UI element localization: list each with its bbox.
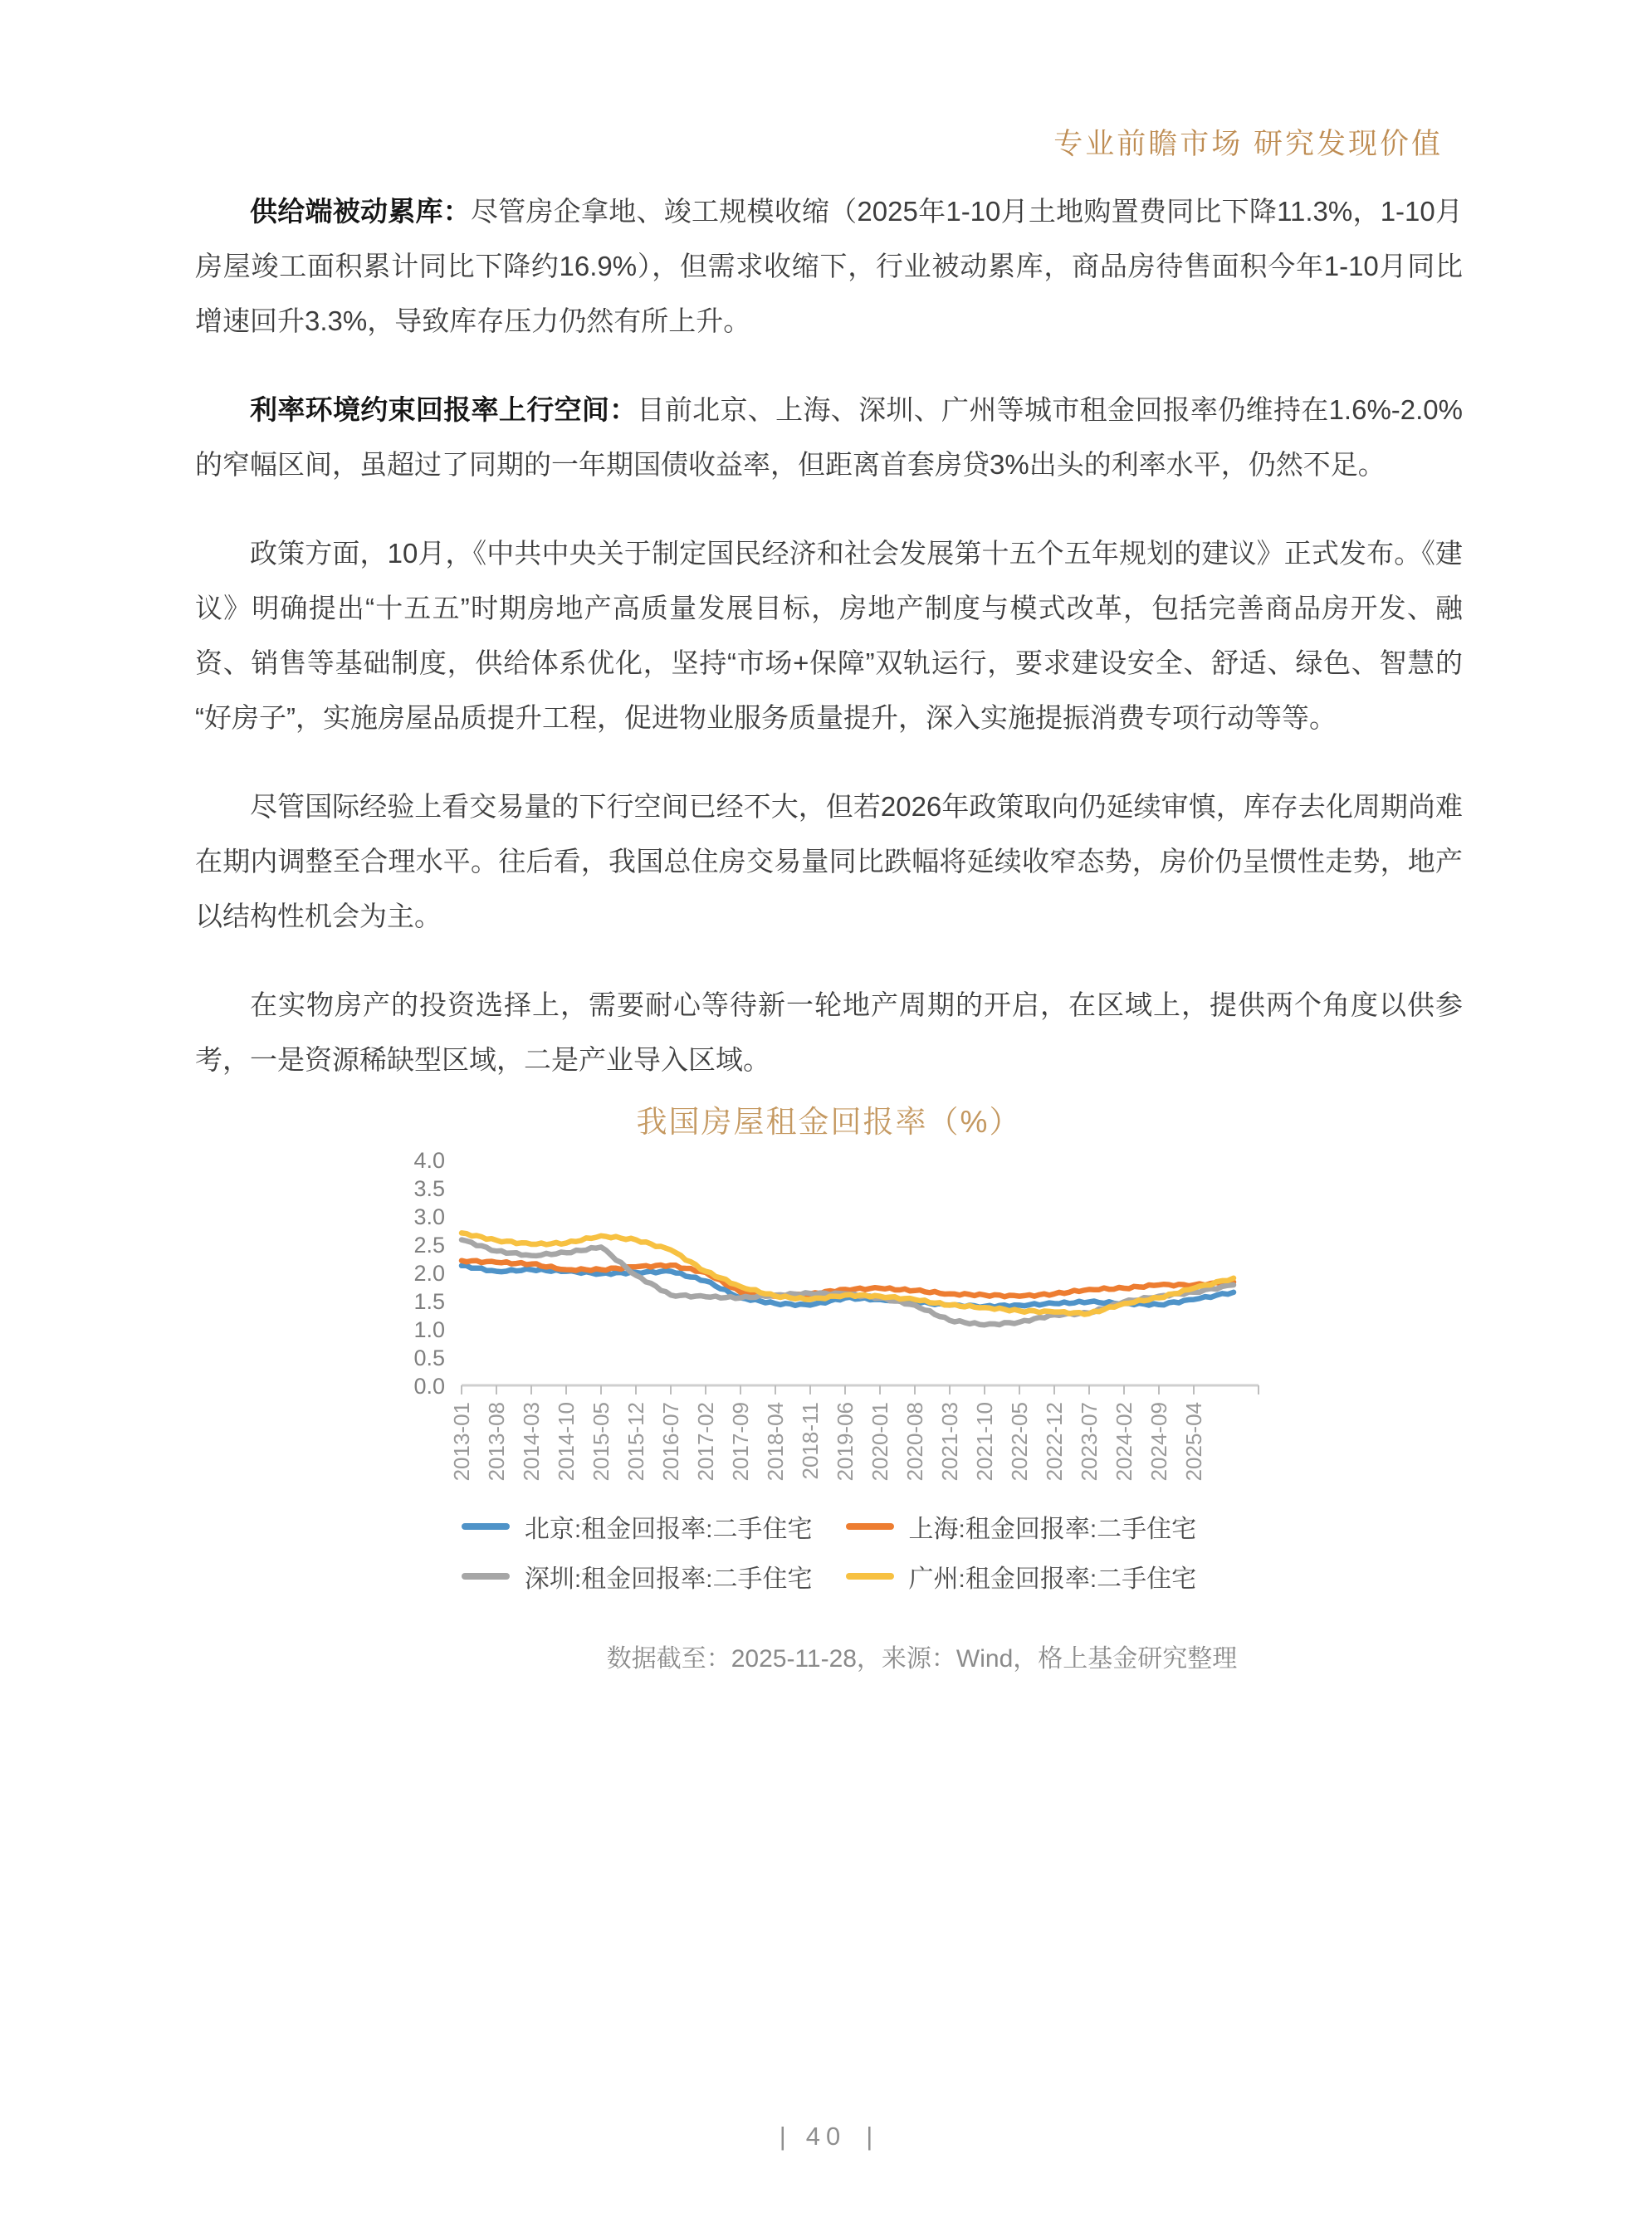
- rental-yield-line-chart: [385, 1150, 1273, 1497]
- legend-label: 广州:租金回报率:二手住宅: [908, 1565, 1197, 1593]
- x-tick-label: 2022-05: [1006, 1402, 1032, 1482]
- chart-legend: [462, 1508, 1196, 1595]
- x-tick-label: 2021-10: [971, 1402, 997, 1482]
- x-tick-label: 2017-02: [692, 1402, 718, 1482]
- y-tick-label: 0.0: [413, 1374, 445, 1399]
- page-footer: [0, 2122, 1652, 2152]
- x-tick-label: 2016-07: [657, 1402, 683, 1482]
- legend-item-3: [846, 1558, 1197, 1595]
- x-tick-label: 2015-12: [623, 1402, 648, 1482]
- chart-source-note: 数据截至：2025-11-28，来源：Wind，格上基金研究整理: [606, 1645, 1238, 1673]
- paragraph-investment: [195, 978, 1463, 1087]
- legend-marker-icon: [846, 1523, 894, 1530]
- x-tick-label: 2021-03: [936, 1402, 962, 1482]
- legend-label: 上海:租金回报率:二手住宅: [908, 1516, 1197, 1543]
- legend-marker-icon: [462, 1573, 510, 1580]
- paragraph-text: 尽管国际经验上看交易量的下行空间已经不大，但若2026年政策取向仍延续审慎，库存去化周期尚难在期内调整至合理水平。往后看，我国总住房交易量同比跌幅将延续收窄态势，房价仍呈惯性走势，地产以结构性机会为主。: [195, 791, 1463, 931]
- x-tick-label: 2025-04: [1180, 1402, 1206, 1482]
- y-tick-label: 4.0: [413, 1150, 445, 1173]
- chart-title: 我国房屋租金回报率（%）: [636, 1105, 1022, 1139]
- x-tick-label: 2020-01: [867, 1402, 892, 1482]
- legend-label: 深圳:租金回报率:二手住宅: [524, 1565, 813, 1593]
- paragraph-rates: [195, 383, 1463, 492]
- x-tick-label: 2019-06: [832, 1402, 858, 1482]
- x-tick-label: 2014-10: [553, 1402, 579, 1482]
- legend-item-0: [462, 1508, 813, 1545]
- x-tick-label: 2013-08: [483, 1402, 509, 1482]
- footer-bar-left: |: [779, 2122, 786, 2151]
- x-tick-label: 2020-08: [902, 1402, 927, 1482]
- paragraph-text: 目前北京、上海、深圳、广州等城市租金回报率仍维持在1.6%-2.0%的窄幅区间，虽超过了同期的一年期国债收益率，但距离首套房贷3%出头的利率水平，仍然不足。: [195, 394, 1463, 480]
- x-tick-label: 2015-05: [588, 1402, 613, 1482]
- x-axis-labels: [449, 1402, 1206, 1481]
- x-axis: [462, 1385, 1259, 1394]
- page-content: [195, 184, 1463, 1674]
- paragraph-text: 政策方面，10月，《中共中央关于制定国民经济和社会发展第十五个五年规划的建议》正式发布。《建议》明确提出“十五五”时期房地产高质量发展目标，房地产制度与模式改革，包括完善商品房开发、融资、销售等基础制度，供给体系优化，坚持“市场+保障”双轨运行，要求建设安全、舒适、绿色、智慧的“好房子”，实施房屋品质提升工程，促进物业服务质量提升，深入实施提振消费专项行动等等。: [195, 538, 1463, 733]
- y-tick-label: 0.5: [413, 1346, 445, 1370]
- x-tick-label: 2024-02: [1111, 1402, 1136, 1482]
- legend-item-2: [462, 1558, 813, 1595]
- x-tick-label: 2013-01: [448, 1402, 474, 1482]
- page-number: 40: [805, 2122, 847, 2151]
- x-tick-label: 2017-09: [727, 1402, 753, 1482]
- paragraph-supply: [195, 184, 1463, 349]
- x-tick-label: 2022-12: [1041, 1402, 1067, 1482]
- x-tick-label: 2023-07: [1076, 1402, 1102, 1482]
- legend-label: 北京:租金回报率:二手住宅: [524, 1516, 813, 1543]
- y-tick-label: 1.0: [413, 1317, 445, 1342]
- legend-marker-icon: [462, 1523, 510, 1530]
- y-tick-label: 2.0: [413, 1261, 445, 1286]
- paragraph-policy: [195, 526, 1463, 745]
- footer-bar-right: |: [866, 2122, 873, 2151]
- x-tick-label: 2018-04: [762, 1402, 788, 1482]
- paragraph-text: 尽管房企拿地、竣工规模收缩（2025年1-10月土地购置费同比下降11.3%，1-10月房屋竣工面积累计同比下降约16.9%），但需求收缩下，行业被动累库，商品房待售面积今年1-10月同比增速回升3.3%，导致库存压力仍然有所上升。: [195, 196, 1464, 336]
- legend-item-1: [846, 1508, 1197, 1545]
- paragraph-lead: 供给端被动累库：: [250, 196, 471, 227]
- page-header-slogan: 专业前瞻市场 研究发现价值: [1053, 128, 1443, 160]
- legend-marker-icon: [846, 1573, 894, 1580]
- x-tick-label: 2024-09: [1146, 1402, 1171, 1482]
- series-line-1: [462, 1261, 1234, 1297]
- rental-yield-chart-block: [195, 1097, 1463, 1674]
- series-line-2: [462, 1240, 1234, 1326]
- y-tick-label: 2.5: [413, 1233, 445, 1258]
- x-tick-label: 2014-03: [518, 1402, 544, 1482]
- y-tick-label: 3.5: [413, 1176, 445, 1201]
- y-axis-labels: [413, 1150, 445, 1399]
- x-tick-label: 2018-11: [797, 1402, 823, 1480]
- paragraph-lead: 利率环境约束回报率上行空间：: [250, 394, 638, 425]
- paragraph-text: 在实物房产的投资选择上，需要耐心等待新一轮地产周期的开启，在区域上，提供两个角度以供参考，一是资源稀缺型区域，二是产业导入区域。: [195, 989, 1463, 1075]
- y-tick-label: 3.0: [413, 1204, 445, 1229]
- paragraph-outlook: [195, 779, 1463, 944]
- y-tick-label: 1.5: [413, 1289, 445, 1314]
